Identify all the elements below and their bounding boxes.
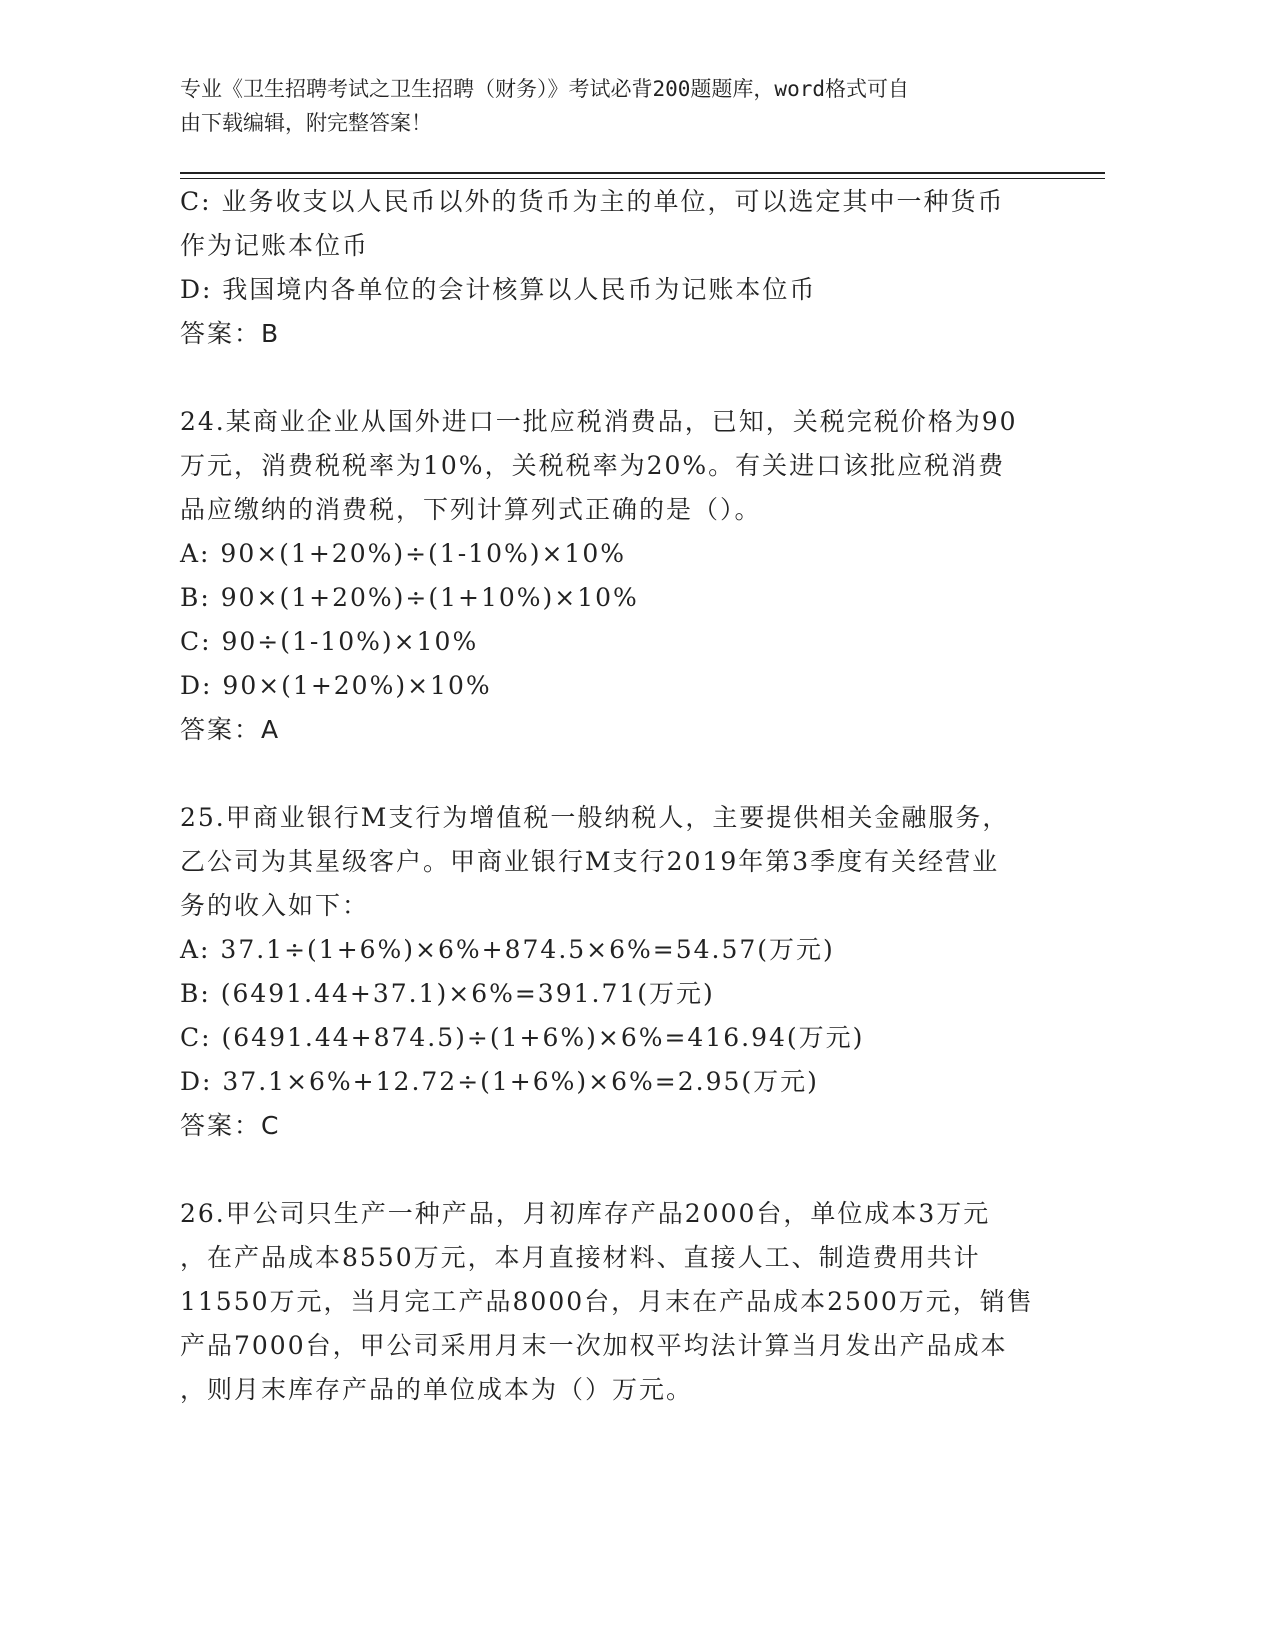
option-c: C: 90÷(1-10%)×10% bbox=[180, 627, 479, 656]
answer: 答案：A bbox=[180, 715, 281, 744]
question-stem-line-1: 24.某商业企业从国外进口一批应税消费品，已知，关税完税价格为90 bbox=[180, 407, 1018, 436]
question-stem-line-3: 11550万元，当月完工产品8000台，月末在产品成本2500万元，销售 bbox=[180, 1287, 1034, 1316]
question-23-continued bbox=[180, 180, 1040, 356]
option-d: D: 37.1×6%+12.72÷(1+6%)×6%=2.95(万元) bbox=[180, 1067, 819, 1096]
question-stem-line-2: 万元，消费税税率为10%，关税税率为20%。有关进口该批应税消费 bbox=[180, 451, 1006, 480]
answer: 答案：C bbox=[180, 1111, 281, 1140]
header-rule-thin bbox=[180, 178, 1105, 179]
question-stem-line-2: 乙公司为其星级客户。甲商业银行M支行2019年第3季度有关经营业 bbox=[180, 847, 1000, 876]
option-a: A: 37.1÷(1+6%)×6%+874.5×6%=54.57(万元) bbox=[180, 935, 835, 964]
answer: 答案：B bbox=[180, 319, 281, 348]
question-26 bbox=[180, 1192, 1040, 1412]
header-line-2: 由下载编辑，附完整答案！ bbox=[180, 111, 432, 135]
header-rule-thick bbox=[180, 172, 1105, 174]
question-25 bbox=[180, 796, 1040, 1148]
question-stem-line-1: 25.甲商业银行M支行为增值税一般纳税人，主要提供相关金融服务， bbox=[180, 803, 1010, 832]
question-stem-line-3: 品应缴纳的消费税，下列计算列式正确的是（）。 bbox=[180, 495, 762, 524]
option-c-line-2: 作为记账本位币 bbox=[180, 231, 370, 260]
question-stem-line-2: ，在产品成本8550万元，本月直接材料、直接人工、制造费用共计 bbox=[180, 1243, 981, 1272]
header-line-1: 专业《卫生招聘考试之卫生招聘（财务）》考试必背200题题库，word格式可自 bbox=[180, 77, 909, 101]
option-d: D: 90×(1+20%)×10% bbox=[180, 671, 492, 700]
question-stem-line-3: 务的收入如下： bbox=[180, 891, 370, 920]
question-24 bbox=[180, 400, 1040, 752]
question-stem-line-1: 26.甲公司只生产一种产品，月初库存产品2000台，单位成本3万元 bbox=[180, 1199, 991, 1228]
option-c: C: (6491.44+874.5)÷(1+6%)×6%=416.94(万元) bbox=[180, 1023, 865, 1052]
option-c-line-1: C: 业务收支以人民币以外的货币为主的单位，可以选定其中一种货币 bbox=[180, 187, 1005, 216]
option-b: B: 90×(1+20%)÷(1+10%)×10% bbox=[180, 583, 639, 612]
option-a: A: 90×(1+20%)÷(1-10%)×10% bbox=[180, 539, 626, 568]
document-body bbox=[180, 180, 1040, 1412]
option-d: D: 我国境内各单位的会计核算以人民币为记账本位币 bbox=[180, 275, 817, 304]
question-stem-line-5: ，则月末库存产品的单位成本为（）万元。 bbox=[180, 1375, 694, 1404]
option-b: B: (6491.44+37.1)×6%=391.71(万元) bbox=[180, 979, 715, 1008]
question-stem-line-4: 产品7000台，甲公司采用月末一次加权平均法计算当月发出产品成本 bbox=[180, 1331, 1008, 1360]
document-header bbox=[180, 72, 1040, 140]
